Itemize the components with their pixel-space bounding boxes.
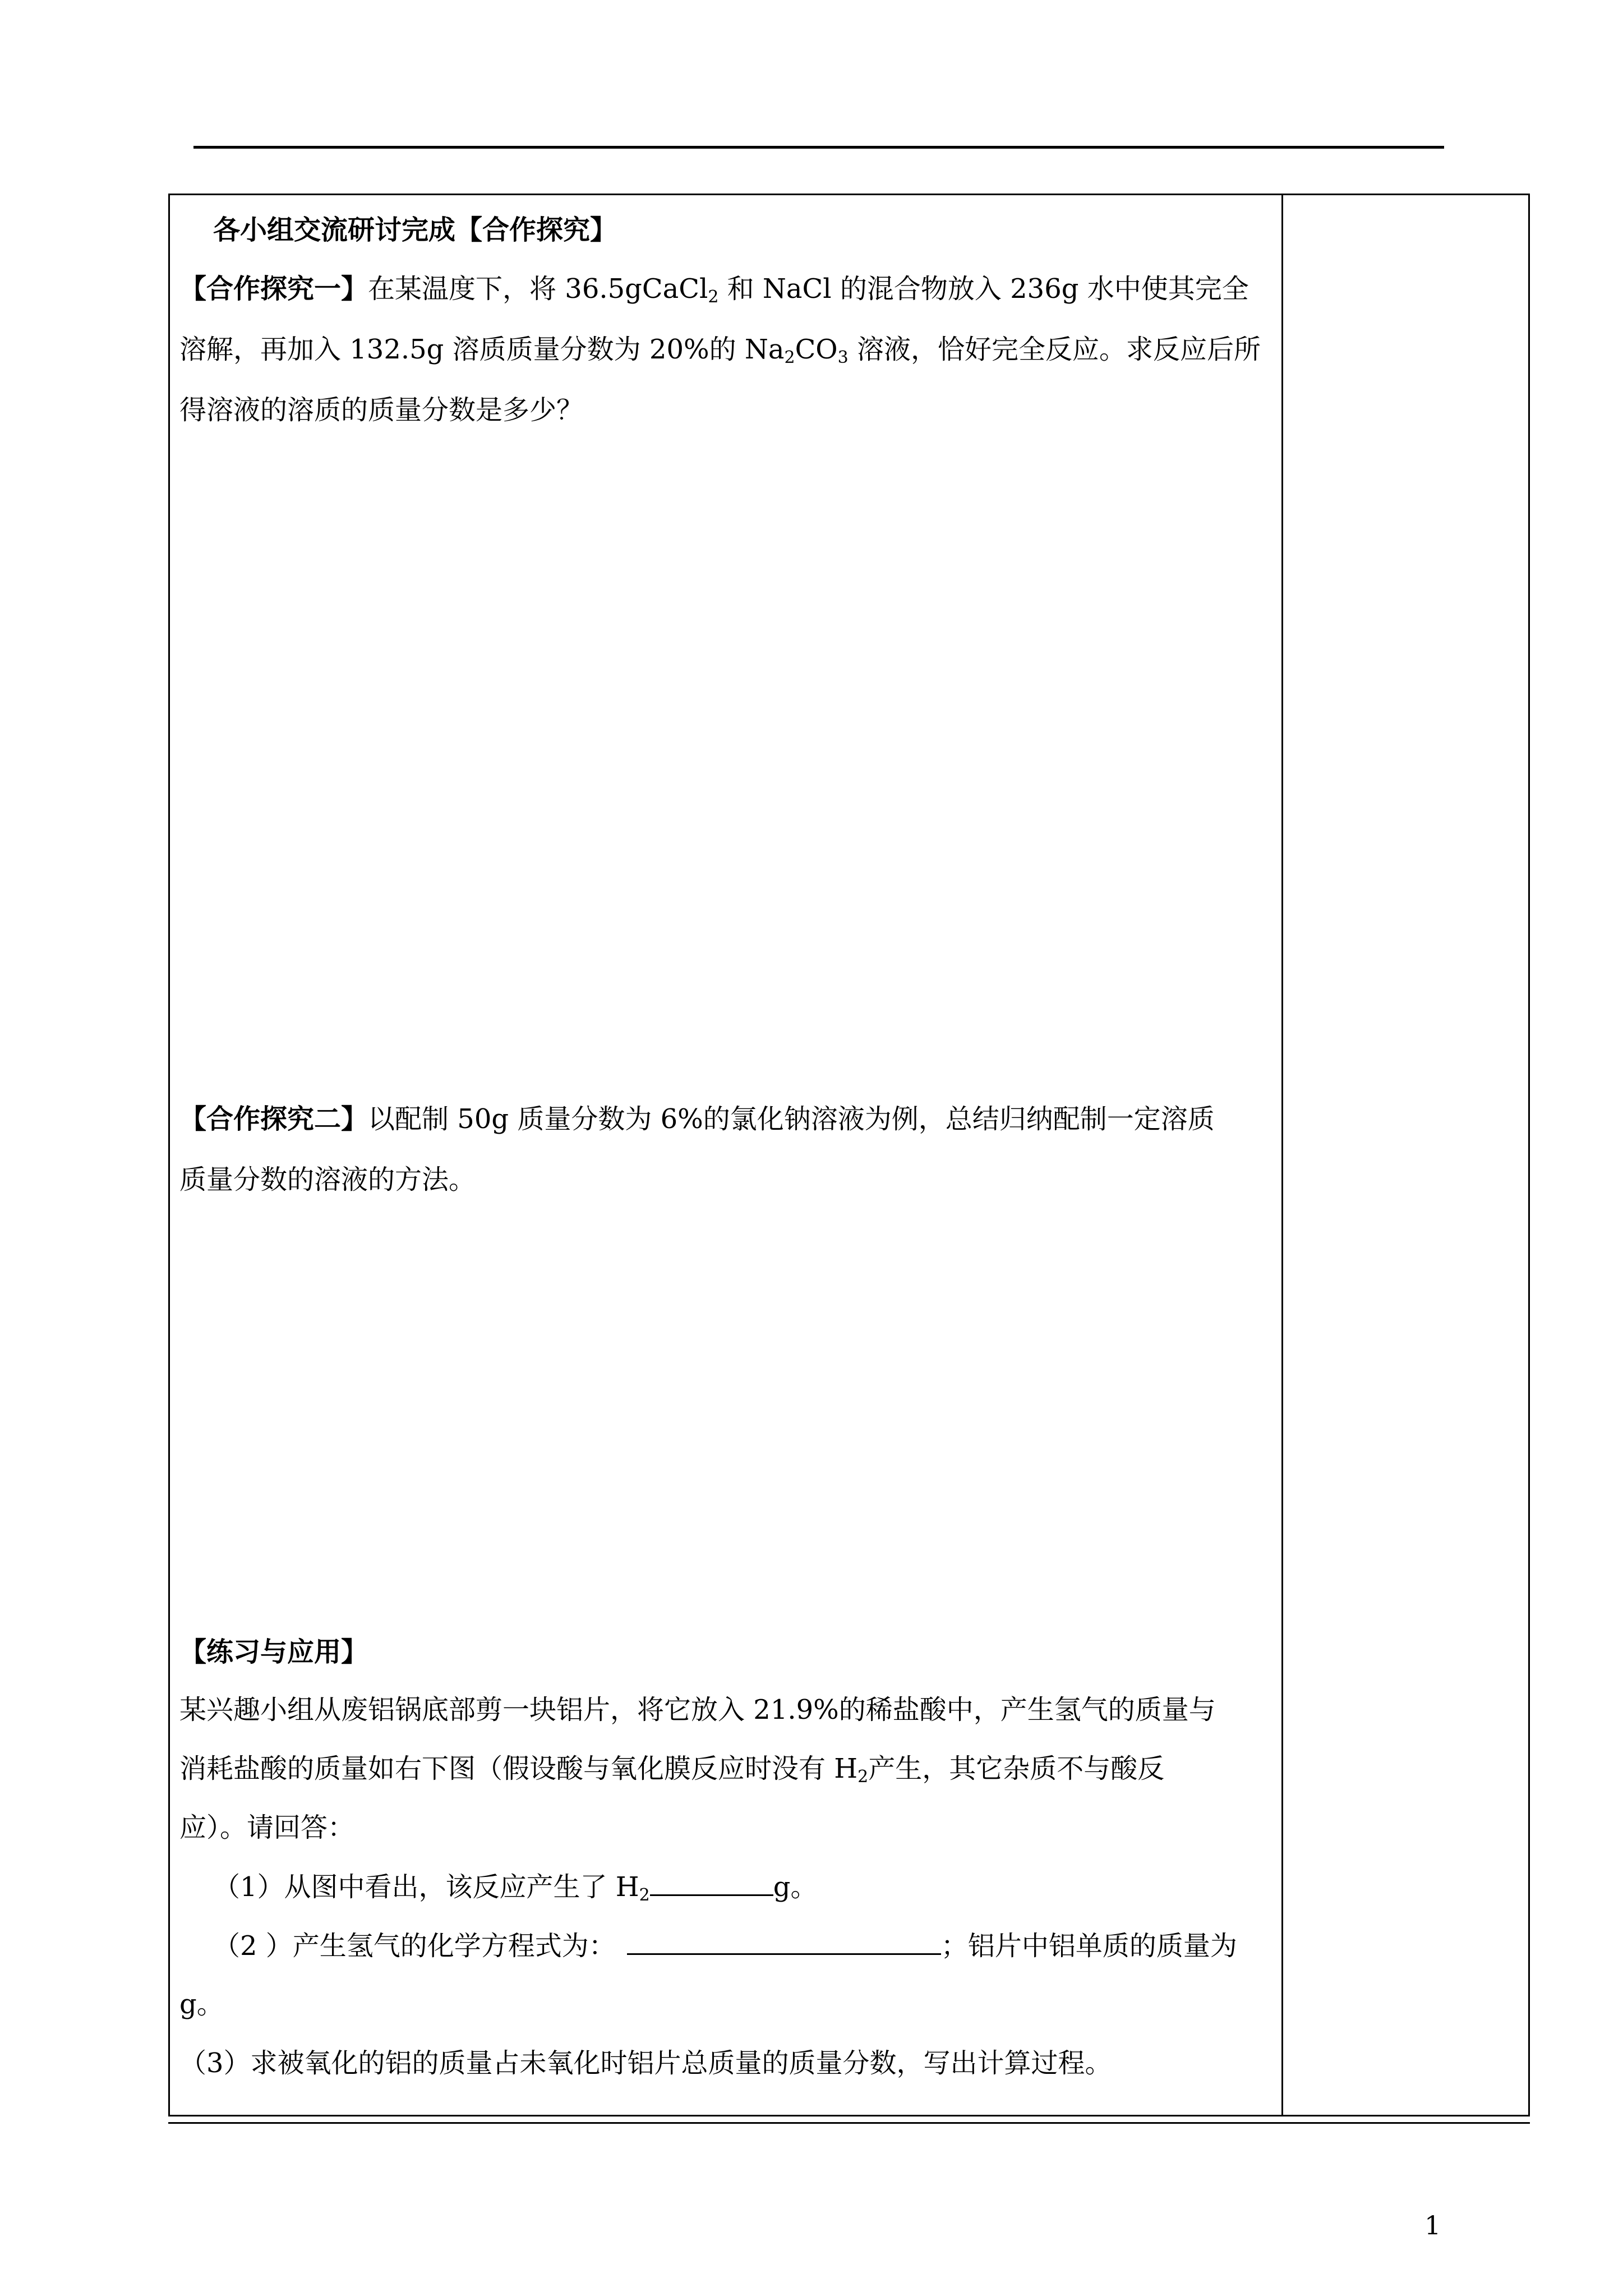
header-rule bbox=[193, 146, 1444, 149]
question-2-line2: g。 bbox=[179, 1989, 224, 2020]
practice-line1: 某兴趣小组从废铝锅底部剪一块铝片，将它放入 21.9%的稀盐酸中，产生氢气的质量与 bbox=[179, 1694, 1216, 1726]
practice-line2: 消耗盐酸的质量如右下图（假设酸与氧化膜反应时没有 $H_2$产生，其它杂质不与酸反 bbox=[179, 1753, 1165, 1787]
explore1-line1: 【合作探究一】在某温度下，将 36.5gCaCl$_2$ 和 NaCl 的混合物放入 236g 水中使其完全 bbox=[179, 273, 1249, 307]
question-3: （3）求被氧化的铝的质量占未氧化时铝片总质量的质量分数，写出计算过程。 bbox=[179, 2047, 1112, 2079]
question-2: （2 ）产生氢气的化学方程式为： ；铝片中铝单质的质量为 bbox=[213, 1929, 1237, 1963]
explore2-line1: 【合作探究二】以配制 50g 质量分数为 6%的氯化钠溶液为例，总结归纳配制一定溶质 bbox=[179, 1103, 1215, 1135]
answer-blank-h2-mass[interactable] bbox=[650, 1870, 773, 1896]
practice-title: 【练习与应用】 bbox=[179, 1636, 368, 1668]
answer-blank-equation[interactable] bbox=[627, 1929, 941, 1955]
page-number: 1 bbox=[1424, 2210, 1441, 2240]
explore1-line3: 得溶液的溶质的质量分数是多少？ bbox=[179, 394, 584, 426]
question-1: （1）从图中看出，该反应产生了 $H_2$ g。 bbox=[213, 1870, 818, 1912]
worksheet-main-cell bbox=[168, 194, 1281, 2116]
notes-column-divider bbox=[1281, 194, 1283, 2116]
explore2-line2: 质量分数的溶液的方法。 bbox=[179, 1164, 476, 1195]
explore1-line2: 溶解，再加入 132.5g 溶质质量分数为 20%的 $Na_2CO_3$ 溶液，恰好完全反应。求反应后所 bbox=[179, 334, 1261, 367]
practice-line3: 应）。请回答： bbox=[179, 1812, 355, 1843]
discussion-intro: 各小组交流研讨完成【合作探究】 bbox=[213, 214, 617, 246]
explore2-title: 【合作探究二】 bbox=[179, 1103, 368, 1135]
explore1-title: 【合作探究一】 bbox=[179, 273, 368, 305]
table-bottom-rule bbox=[168, 2122, 1530, 2124]
